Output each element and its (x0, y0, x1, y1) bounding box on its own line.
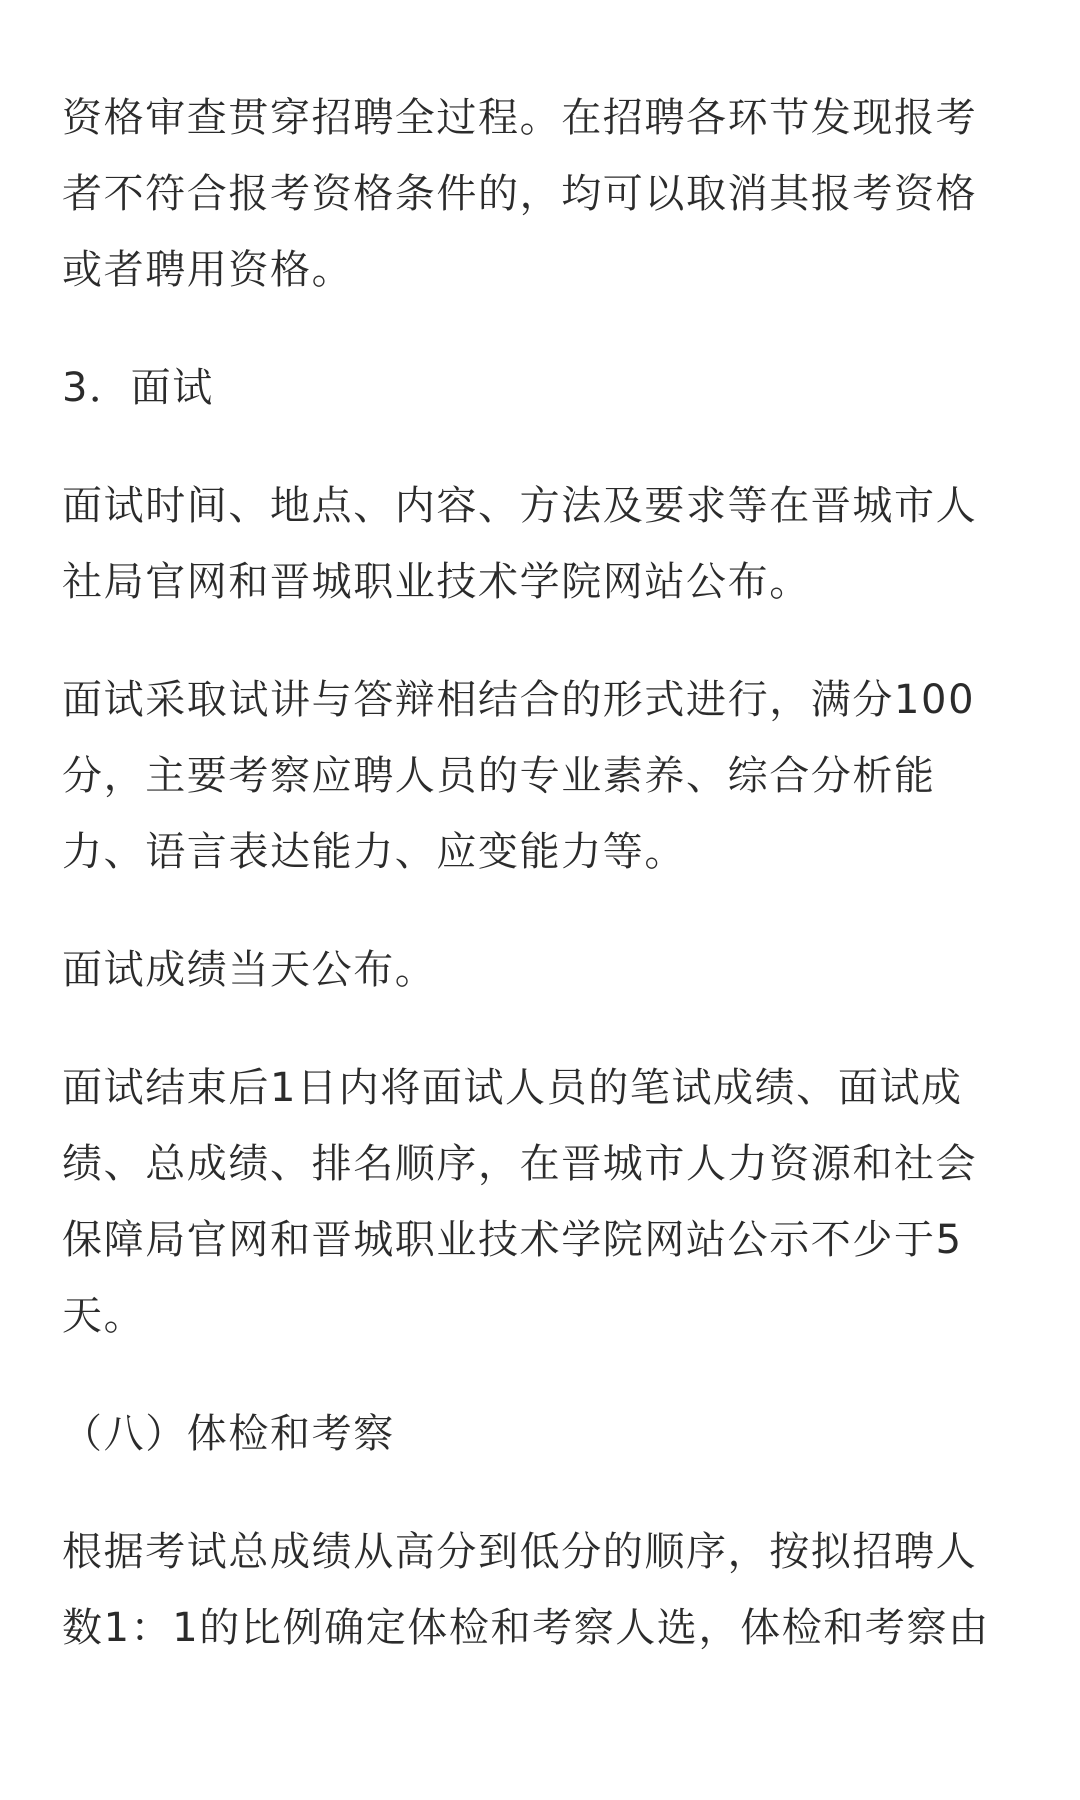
text-line: 资格审查贯穿招聘全过程。在招聘各环节发现报考 (62, 95, 978, 141)
heading-text: 3．面试 (62, 365, 214, 411)
text-line: 者不符合报考资格条件的，均可以取消其报考资格 (62, 171, 978, 217)
paragraph-qualification-review (62, 80, 1022, 308)
text-line: 面试采取试讲与答辩相结合的形式进行，满分100 (62, 677, 976, 723)
text-line: 力、语言表达能力、应变能力等。 (62, 829, 686, 875)
paragraph-interview-results (62, 932, 1022, 1008)
section-heading-interview (62, 350, 1022, 426)
paragraph-interview-announcement (62, 468, 1022, 620)
heading-text: （八）体检和考察 (62, 1411, 395, 1457)
text-line: 数1：1的比例确定体检和考察人选，体检和考察由 (62, 1605, 990, 1651)
article-body (62, 80, 1022, 1666)
text-line: 面试结束后1日内将面试人员的笔试成绩、面试成 (62, 1065, 963, 1111)
paragraph-score-publication (62, 1050, 1022, 1354)
text-line: 天。 (62, 1293, 146, 1339)
section-heading-medical-exam (62, 1396, 1022, 1472)
text-line: 面试时间、地点、内容、方法及要求等在晋城市人 (62, 483, 978, 529)
text-line: 社局官网和晋城职业技术学院网站公布。 (62, 559, 811, 605)
text-line: 面试成绩当天公布。 (62, 947, 437, 993)
text-line: 绩、总成绩、排名顺序，在晋城市人力资源和社会 (62, 1141, 978, 1187)
text-line: 保障局官网和晋城职业技术学院网站公示不少于5 (62, 1217, 963, 1263)
text-line: 或者聘用资格。 (62, 247, 354, 293)
paragraph-interview-format (62, 662, 1022, 890)
text-line: 根据考试总成绩从高分到低分的顺序，按拟招聘人 (62, 1529, 978, 1575)
paragraph-medical-exam-selection (62, 1514, 1022, 1666)
text-line: 分，主要考察应聘人员的专业素养、综合分析能 (62, 753, 936, 799)
